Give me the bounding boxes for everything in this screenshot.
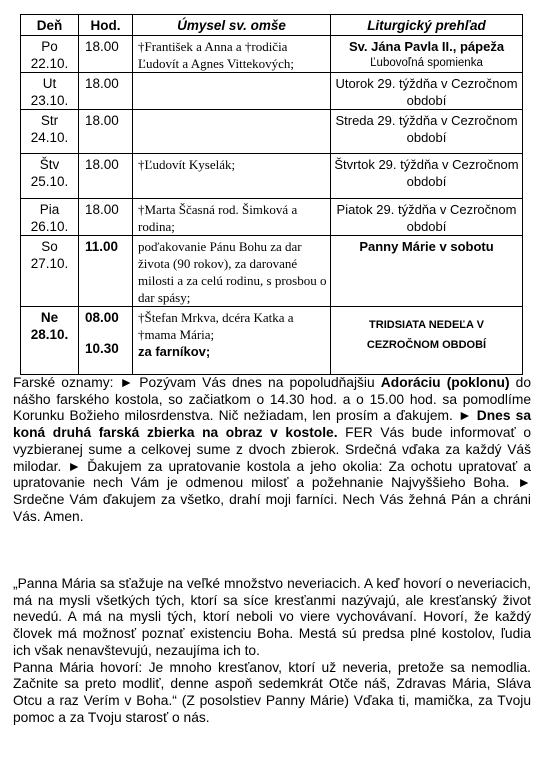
liturgy-cell [331,307,523,375]
time-cell [79,154,133,199]
day-date: 22.10. [30,56,69,71]
intention-cell [133,236,331,307]
day-date: 26.10. [30,219,69,234]
time-cell [79,199,133,236]
header-liturgy: Liturgický prehľad [331,15,523,36]
table-row [21,36,523,73]
mass-time-second: 10.30 [85,341,119,356]
table-row [21,73,523,110]
day-cell [21,307,79,375]
marian-quote [13,576,531,726]
table-row [21,110,523,154]
mass-time: 18.00 [85,202,119,217]
day-name: Ne [40,310,59,325]
time-cell [79,110,133,154]
intention-cell [133,199,331,236]
day-name: So [41,239,58,254]
table-row [21,154,523,199]
parish-announcements [13,375,531,525]
day-name: Str [40,113,59,128]
day-cell [21,110,79,154]
intention-text: †Ľudovít Kyselák; [138,157,236,172]
liturgy-text: Štvrtok 29. týždňa v Cezročnom období [334,157,519,189]
table-header-row [21,15,523,36]
mass-time: 18.00 [85,157,119,172]
liturgy-text: Streda 29. týždňa v Cezročnom období [335,113,518,145]
intention-cell [133,36,331,73]
day-date: 23.10. [30,93,69,108]
time-cell [79,307,133,375]
mass-schedule-table [20,14,523,375]
intention-text: †František a Anna a †rodičia Ľudovít a Agnes Vittekových; [138,39,295,71]
mass-time: 18.00 [85,39,119,54]
intention-text: †Štefan Mrkva, dcéra Katka a †mama Mária; [138,310,294,342]
day-cell [21,236,79,307]
time-cell [79,236,133,307]
liturgy-text: Utorok 29. týždňa v Cezročnom období [335,76,518,108]
day-date: 28.10. [30,327,69,342]
liturgy-text: Ľubovoľná spomienka [370,57,483,69]
quote-paragraph-2: Panna Mária hovorí: Je mnoho kresťanov, ktorí už neveria, pretože sa nemodlia. Začnite sa preto modliť, denne aspoň sedemkrát Otče náš, Zdravas Mária, Sláva Otcu a raz Verím v Boha.“ (Z posolstiev Panny Márie) Vďaka ti, mamička, za Tvoju pomoc a za Tvoju starosť o nás. [13,659,531,725]
header-hour: Hod. [79,15,133,36]
day-cell [21,73,79,110]
liturgy-cell [331,199,523,236]
intention-cell [133,110,331,154]
day-cell [21,199,79,236]
mass-time: 18.00 [85,76,119,91]
announce-text-3: FER Vás bude informovať o vyzbieranej sume a celkovej sume z dvoch zbierok. Srdečná vďaka za každý Váš milodar. ► Ďakujem za upratovanie kostola a jeho okolia: Za ochotu upratovať a upratovanie nech Vám je odmenou milosť a požehnanie Najvyššieho Boha. ► Srdečne Vám ďakujem za všetko, drahí moji farníci. Nech Vás žehná Pán a chráni Vás. Amen. [13,425,531,524]
intention-text: †Marta Ščasná rod. Šimková a rodina; [138,202,298,234]
liturgy-cell [331,154,523,199]
day-cell [21,154,79,199]
mass-time: 08.00 [85,310,119,325]
intention-cell [133,154,331,199]
day-date: 27.10. [30,256,69,271]
announce-text-1: Farské oznamy: ► Pozývam Vás dnes na popoludňajšiu [13,375,381,390]
table-row [21,199,523,236]
mass-time: 11.00 [85,239,119,254]
liturgy-cell [331,236,523,307]
time-cell [79,73,133,110]
time-cell [79,36,133,73]
intention-text: poďakovanie Pánu Bohu za dar života (90 rokov), za darované milosti a za celú rodinu, s prosbou o dar spásy; [138,239,327,305]
day-name: Ut [42,76,57,91]
day-name: Po [41,39,58,54]
table-row [21,307,523,375]
liturgy-cell [331,73,523,110]
day-cell [21,36,79,73]
day-name: Pia [39,202,60,217]
announce-bold-adoration: Adoráciu (poklonu) [380,375,510,390]
quote-paragraph-1: „Panna Mária sa sťažuje na veľké množstvo neveriacich. A keď hovorí o neveriacich, má na mysli všetkých tých, ktorí sa síce kresťanmi nazývajú, ale kresťanský život nevedú. A má na mysli tých, ktorí neboli vo viere vychovávaní. Hovorí, že každý človek má možnosť poznať existenciu Boha. Mestá sú predsa plné kostolov, ľudia ich však nenavštevujú, nezaujíma ich to. [13,576,531,658]
header-intention: Úmysel sv. omše [133,15,331,36]
table-row [21,236,523,307]
mass-time: 18.00 [85,113,119,128]
day-date: 25.10. [30,174,69,189]
day-date: 24.10. [30,130,69,145]
liturgy-text: Piatok 29. týždňa v Cezročnom období [336,202,517,234]
liturgy-cell [331,36,523,73]
intention-text-second: za farníkov; [138,344,211,359]
liturgy-bold: Sv. Jána Pavla II., pápeža [348,39,505,54]
day-name: Štv [39,157,60,172]
announce-bold-collection: Dnes sa koná druhá farská zbierka na obraz v kostole. [13,408,531,441]
intention-cell [133,73,331,110]
liturgy-bold: Panny Márie v sobotu [359,239,494,254]
liturgy-bold: TRIDSIATA NEDEĽA V CEZROČNOM OBDOBÍ [366,319,487,351]
header-day: Deň [21,15,79,36]
announce-text-2: do nášho farského kostola, so začiatkom o 14.30 hod. a o 15.00 hod. sa pomodlíme Korunku Božieho milosrdenstva. Nič nežiadam, len prosím a ďakujem. ► [13,375,532,424]
intention-cell [133,307,331,375]
liturgy-cell [331,110,523,154]
